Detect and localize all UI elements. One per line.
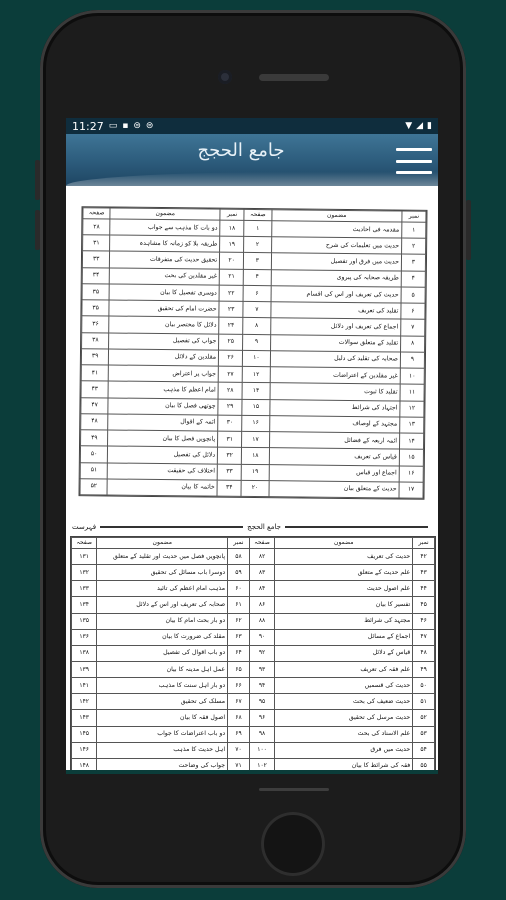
entry-number: ۳۴: [82, 267, 110, 284]
entry-number: ۴۱: [81, 365, 109, 382]
entry-title: خاتمہ کا بیان: [107, 479, 217, 496]
table-row: [72, 645, 435, 661]
entry-number: ۵۱: [413, 694, 435, 710]
index-table-top: [80, 207, 427, 499]
table-row: [72, 597, 435, 613]
entry-title: اہل حدیث کا مذہب: [97, 742, 228, 758]
column-header: مضمون: [97, 538, 228, 549]
entry-number: ۱۹: [241, 464, 269, 481]
entry-number: ۳۳: [217, 464, 241, 480]
entry-number: ۱۳۱: [72, 549, 97, 565]
entry-number: ۳۵: [82, 284, 110, 301]
column-header: صفحہ: [83, 208, 111, 219]
entry-number: ۴۴: [413, 581, 435, 597]
home-button[interactable]: [261, 812, 325, 876]
table-row: [72, 678, 435, 694]
entry-number: ۷: [243, 302, 271, 319]
entry-number: ۲۹: [218, 399, 242, 415]
entry-title: دو باب اقوال کی تفصیل: [97, 645, 228, 661]
entry-number: ۴۷: [81, 397, 109, 414]
entry-title: مجتہد کی شرائط: [275, 613, 413, 629]
entry-number: ۱۷: [399, 482, 423, 499]
entry-title: پانچویں فصل کا بیان: [108, 430, 218, 447]
entry-number: ۲۶: [219, 350, 243, 366]
volume-button: [35, 210, 40, 250]
entry-number: ۶۱: [228, 597, 250, 613]
entry-number: ۳: [244, 253, 272, 270]
status-bar: [66, 118, 438, 134]
page-header-center: جامع الحجج: [247, 523, 281, 531]
entry-number: ۷: [401, 319, 425, 335]
header-rule: [285, 526, 428, 528]
entry-number: ۸۳: [249, 565, 274, 581]
entry-number: ۴۵: [413, 597, 435, 613]
entry-number: ۱۳۳: [72, 581, 97, 597]
entry-number: ۸۲: [249, 549, 274, 565]
entry-number: ۹۲: [249, 645, 274, 661]
column-header: نمبر: [220, 209, 244, 220]
entry-number: ۱۴۳: [72, 710, 97, 726]
table-row: [72, 694, 435, 710]
entry-title: دلائل کا مختصر بیان: [109, 316, 219, 333]
entry-number: ۲۸: [218, 382, 242, 398]
earpiece-speaker: [259, 74, 329, 81]
signal-icon: ◢: [416, 121, 424, 131]
entry-number: ۴۹: [81, 430, 109, 447]
entry-title: علم فقہ کی تعریف: [275, 661, 413, 677]
entry-title: دو باب اعتراضات کا جواب: [97, 726, 228, 742]
entry-title: امام اعظم کا مذہب: [108, 381, 218, 398]
entry-number: ۶۹: [228, 726, 250, 742]
table-row: [72, 726, 435, 742]
battery-icon: ▮: [427, 121, 432, 131]
table-row: [72, 565, 435, 581]
entry-number: ۴۳: [413, 565, 435, 581]
entry-title: جواب کی تفصیل: [109, 333, 219, 350]
entry-number: ۱: [402, 222, 426, 238]
entry-number: ۳۱: [83, 235, 111, 252]
entry-title: علم اصول حدیث: [275, 581, 413, 597]
power-button: [466, 200, 471, 260]
app-header: [66, 134, 438, 186]
entry-number: ۲۲: [219, 285, 243, 301]
entry-number: ۲۴: [219, 318, 243, 334]
entry-number: ۱۴۲: [72, 694, 97, 710]
entry-title: تحقیق حدیث کی متفرقات: [110, 251, 220, 268]
entry-title: تفسیر کا بیان: [275, 597, 413, 613]
entry-title: جواب پر اعتراض: [109, 365, 219, 382]
entry-number: ۷۱: [228, 758, 250, 774]
column-header: مضمون: [110, 208, 220, 220]
entry-number: ۲۳: [219, 301, 243, 317]
entry-number: ۱۳۹: [72, 661, 97, 677]
entry-number: ۳۱: [218, 431, 242, 447]
column-header: مضمون: [272, 210, 402, 222]
entry-title: عمل اہل مدینہ کا بیان: [97, 661, 228, 677]
entry-title: اجتہاد کی شرائط: [269, 399, 400, 417]
column-header: نمبر: [413, 538, 435, 549]
entry-number: ۷۰: [228, 742, 250, 758]
entry-title: تقلید کے متعلق سوالات: [270, 334, 401, 352]
entry-number: ۱۲: [242, 367, 270, 384]
table-row: [72, 613, 435, 629]
index-page-bottom: [70, 536, 436, 774]
entry-title: حضرت امام کی تحقیق: [109, 300, 219, 317]
entry-title: مقدمہ فی احادیث: [271, 221, 402, 239]
header-rule: [100, 526, 243, 528]
entry-number: ۹۶: [249, 710, 274, 726]
entry-number: ۵۲: [413, 710, 435, 726]
book-page-viewer[interactable]: [66, 186, 438, 774]
entry-number: ۵۱: [80, 462, 108, 479]
entry-title: حدیث میں تعلیمات کی شرح: [271, 237, 402, 255]
entry-number: ۸۸: [249, 613, 274, 629]
entry-number: ۱۴۱: [72, 678, 97, 694]
entry-title: دو بار بحث امام کا بیان: [97, 613, 228, 629]
column-header: صفحہ: [249, 538, 274, 549]
entry-number: ۳۹: [81, 349, 109, 366]
entry-number: ۵: [401, 287, 425, 303]
entry-number: ۴۲: [413, 549, 435, 565]
home-indicator: [259, 788, 329, 791]
entry-number: ۹۵: [249, 694, 274, 710]
entry-title: مقلدین کے دلائل: [109, 349, 219, 366]
entry-number: ۱۵: [399, 449, 423, 465]
entry-number: ۱۳۸: [72, 645, 97, 661]
menu-button[interactable]: [396, 148, 432, 174]
entry-title: حدیث کی تعریف اور اس کی اقسام: [271, 286, 402, 304]
table-row: [72, 629, 435, 645]
entry-number: ۴۷: [413, 629, 435, 645]
entry-number: ۸۴: [249, 581, 274, 597]
entry-title: صحابہ کی تقلید کی دلیل: [270, 351, 401, 369]
entry-number: ۱۳۵: [72, 613, 97, 629]
page-header-left: فہرست: [72, 523, 97, 531]
entry-number: ۱۴۸: [72, 758, 97, 774]
entry-number: ۵۹: [228, 565, 250, 581]
entry-title: اجماع کی تعریف اور دلائل: [270, 318, 401, 336]
entry-number: ۲: [402, 238, 426, 254]
table-row: [72, 549, 435, 565]
entry-number: ۲۰: [220, 253, 244, 269]
entry-number: ۴: [243, 269, 271, 286]
entry-number: ۹۴: [249, 678, 274, 694]
entry-number: ۱۰: [243, 350, 271, 367]
entry-title: دوسری تفصیل کا بیان: [109, 284, 219, 301]
entry-number: ۳۳: [82, 251, 110, 268]
entry-number: ۹: [400, 352, 424, 368]
entry-title: ائمہ کے اقوال: [108, 414, 218, 431]
entry-number: ۶۶: [228, 678, 250, 694]
column-header: نمبر: [228, 538, 250, 549]
entry-title: حدیث کی قسمیں: [275, 678, 413, 694]
column-header: صفحہ: [244, 209, 272, 220]
entry-title: جواب کی وضاحت: [97, 758, 228, 774]
entry-number: ۳: [401, 255, 425, 271]
menu-line: [396, 160, 432, 163]
entry-number: ۱۲: [400, 401, 424, 417]
entry-number: ۲۷: [218, 366, 242, 382]
entry-number: ۶۳: [228, 629, 250, 645]
notification-icon: ⊜: [133, 121, 141, 131]
entry-number: ۲۰: [241, 480, 269, 497]
volume-button: [35, 160, 40, 200]
entry-title: مجتہد کے اوصاف: [269, 415, 400, 433]
page-running-header: [72, 522, 432, 532]
entry-title: فقہ کی شرائط کا بیان: [275, 758, 413, 774]
entry-title: دو بات کا مذہب سے جواب: [110, 219, 220, 236]
entry-number: ۱۰: [400, 368, 424, 384]
entry-number: ۵۰: [80, 446, 108, 463]
table-row: [72, 581, 435, 597]
bottom-edge: [66, 770, 438, 774]
entry-number: ۶۲: [228, 613, 250, 629]
entry-title: حدیث میں فرق: [275, 742, 413, 758]
table-row: [72, 661, 435, 677]
entry-title: تقلید کی تعریف: [270, 302, 401, 320]
notification-icon: ▪: [122, 121, 129, 131]
entry-title: مذہب امام اعظم کی تائید: [97, 581, 228, 597]
entry-number: ۴۸: [81, 414, 109, 431]
entry-number: ۳۶: [82, 316, 110, 333]
notification-icon: ▭: [108, 121, 118, 131]
entry-title: قیاس کی تعریف: [269, 448, 400, 466]
entry-number: ۱۴۵: [72, 726, 97, 742]
entry-number: ۵۴: [413, 742, 435, 758]
app-title: جامع الحجج: [197, 140, 285, 161]
wifi-icon: ▼: [405, 121, 413, 131]
app-screen: [66, 118, 438, 774]
entry-number: ۱۷: [242, 431, 270, 448]
entry-title: طریقہ صحابہ کی پیروی: [271, 269, 402, 287]
entry-title: حدیث ضعیف کی بحث: [275, 694, 413, 710]
entry-number: ۳۵: [82, 300, 110, 317]
column-header: صفحہ: [72, 538, 97, 549]
entry-number: ۱۴: [399, 433, 423, 449]
entry-number: ۱۳: [400, 417, 424, 433]
entry-number: ۶۵: [228, 661, 250, 677]
entry-title: دوسرا باب مسائل کی تحقیق: [97, 565, 228, 581]
front-camera: [218, 70, 232, 84]
entry-number: ۲۱: [219, 269, 243, 285]
entry-title: حدیث مرسل کی تحقیق: [275, 710, 413, 726]
entry-number: ۱۴: [242, 383, 270, 400]
entry-title: غیر مقلدین کی بحث: [110, 268, 220, 285]
entry-title: غیر مقلدین کے اعتراضات: [270, 367, 401, 385]
entry-number: ۴۸: [413, 645, 435, 661]
entry-title: حدیث میں فرق اور تفصیل: [271, 253, 402, 271]
entry-number: ۱۶: [242, 415, 270, 432]
entry-number: ۳۲: [218, 447, 242, 463]
entry-number: ۹۰: [249, 629, 274, 645]
entry-title: دو بار اہل سنت کا مذہب: [97, 678, 228, 694]
entry-number: ۱۹: [220, 236, 244, 252]
entry-title: علم حدیث کے متعلق: [275, 565, 413, 581]
column-header: مضمون: [275, 538, 413, 549]
notification-icon: ⊜: [145, 121, 154, 131]
header-swoosh: [66, 172, 438, 186]
entry-number: ۲: [244, 237, 272, 254]
table-row: [72, 710, 435, 726]
entry-number: ۵۳: [413, 726, 435, 742]
menu-line: [396, 171, 432, 174]
entry-number: ۶۴: [228, 645, 250, 661]
entry-number: ۱۰۲: [249, 758, 274, 774]
entry-title: مقلد کی ضرورت کا بیان: [97, 629, 228, 645]
menu-line: [396, 148, 432, 151]
entry-number: ۳۸: [82, 332, 110, 349]
entry-number: ۵۵: [413, 758, 435, 774]
status-time: 11:27: [72, 119, 104, 133]
table-row: [80, 478, 423, 498]
entry-title: ائمہ اربعہ کے فضائل: [269, 432, 400, 450]
index-table-bottom: [71, 537, 435, 774]
entry-number: ۴۶: [413, 613, 435, 629]
entry-number: ۴: [401, 271, 425, 287]
entry-number: ۱۴۶: [72, 742, 97, 758]
entry-number: ۵۲: [80, 478, 108, 495]
entry-number: ۲۵: [219, 334, 243, 350]
entry-number: ۳۴: [217, 480, 241, 497]
entry-number: ۱۸: [220, 220, 244, 236]
entry-number: ۲۸: [83, 219, 111, 236]
entry-title: تقلید کا ثبوت: [270, 383, 401, 401]
entry-number: ۵۸: [228, 549, 250, 565]
index-page-top: [78, 206, 427, 500]
entry-title: علم الاسناد کی بحث: [275, 726, 413, 742]
entry-title: حدیث کے متعلق بیان: [269, 480, 400, 498]
entry-number: ۹۸: [249, 726, 274, 742]
entry-title: طریقہ بلا کو زمانہ کا مشاہدہ: [110, 235, 220, 252]
table-row: [72, 742, 435, 758]
entry-number: ۴۹: [413, 661, 435, 677]
entry-number: ۶: [243, 285, 271, 302]
entry-title: مسلک کی تحقیق: [97, 694, 228, 710]
entry-number: ۸: [243, 318, 271, 335]
entry-title: اجماع اور قیاس: [269, 464, 400, 482]
entry-number: ۸: [400, 336, 424, 352]
entry-title: صحابہ کی تعریف اور اس کے دلائل: [97, 597, 228, 613]
entry-number: ۱۳۶: [72, 629, 97, 645]
entry-title: اجماع کے مسائل: [275, 629, 413, 645]
entry-number: ۱۸: [242, 448, 270, 465]
entry-title: حدیث کی تعریف: [275, 549, 413, 565]
entry-title: اختلاف کی حقیقت: [108, 463, 218, 480]
entry-number: ۹: [243, 334, 271, 351]
entry-number: ۱۳۲: [72, 565, 97, 581]
entry-number: ۱: [244, 220, 272, 237]
entry-number: ۶۸: [228, 710, 250, 726]
entry-number: ۹۳: [249, 661, 274, 677]
entry-number: ۱۵: [242, 399, 270, 416]
column-header: نمبر: [402, 211, 426, 222]
entry-number: ۱۶: [399, 466, 423, 482]
entry-title: اصول فقہ کا بیان: [97, 710, 228, 726]
entry-title: قیاس کے دلائل: [275, 645, 413, 661]
entry-number: ۶: [401, 303, 425, 319]
entry-title: چوتھی فصل کا بیان: [108, 398, 218, 415]
entry-title: دلائل کی تفصیل: [108, 446, 218, 463]
entry-number: ۱۰۰: [249, 742, 274, 758]
entry-number: ۳۰: [218, 415, 242, 431]
entry-number: ۱۱: [400, 384, 424, 400]
entry-number: ۶۰: [228, 581, 250, 597]
entry-number: ۴۳: [81, 381, 109, 398]
entry-number: ۶۷: [228, 694, 250, 710]
entry-number: ۸۶: [249, 597, 274, 613]
entry-number: ۱۳۴: [72, 597, 97, 613]
entry-number: ۵۰: [413, 678, 435, 694]
entry-title: پانچویں فصل میں حدیث اور تقلید کے متعلق: [97, 549, 228, 565]
